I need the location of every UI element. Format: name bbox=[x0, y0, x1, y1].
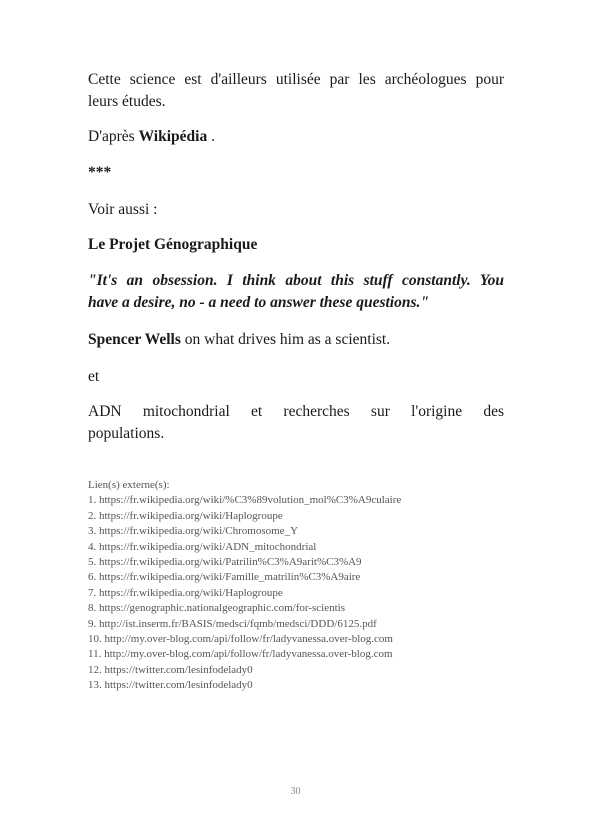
paragraph-archeology-line2: leurs études. bbox=[88, 93, 166, 110]
separator: *** bbox=[88, 164, 112, 181]
link-item[interactable]: 4. https://fr.wikipedia.org/wiki/ADN_mitochondrial bbox=[88, 540, 317, 553]
source-prefix: D'après bbox=[88, 128, 139, 145]
attribution-text: on what drives him as a scientist. bbox=[180, 331, 391, 348]
external-links bbox=[88, 478, 528, 694]
adn-link-line2[interactable]: populations. bbox=[88, 425, 165, 442]
link-item[interactable]: 12. https://twitter.com/lesinfodelady0 bbox=[88, 663, 253, 676]
attribution-name: Spencer Wells bbox=[88, 331, 181, 348]
link-item[interactable]: 1. https://fr.wikipedia.org/wiki/%C3%89volution_mol%C3%A9culaire bbox=[88, 494, 402, 507]
link-item[interactable]: 8. https://genographic.nationalgeographic.com/for-scientis bbox=[88, 602, 345, 615]
see-also-label: Voir aussi : bbox=[88, 201, 158, 218]
page-number: 30 bbox=[290, 786, 301, 797]
link-item[interactable]: 2. https://fr.wikipedia.org/wiki/Haplogroupe bbox=[88, 509, 283, 522]
link-item[interactable]: 6. https://fr.wikipedia.org/wiki/Famille_matrilin%C3%A9aire bbox=[88, 571, 361, 584]
source-suffix: . bbox=[207, 128, 215, 145]
link-item[interactable]: 11. http://my.over-blog.com/api/follow/fr/ladyvanessa.over-blog.com bbox=[88, 648, 393, 661]
project-title-link[interactable]: Le Projet Génographique bbox=[88, 236, 258, 253]
link-item[interactable]: 5. https://fr.wikipedia.org/wiki/Patrilin%C3%A9arit%C3%A9 bbox=[88, 556, 362, 569]
quote-attribution bbox=[88, 329, 504, 351]
source-link-wikipedia[interactable]: Wikipédia bbox=[138, 128, 208, 145]
paragraph-archeology-line1: Cette science est d'ailleurs utilisée par les archéologues pour bbox=[88, 71, 504, 88]
link-item[interactable]: 9. http://ist.inserm.fr/BASIS/medsci/fqmb/medsci/DDD/6125.pdf bbox=[88, 617, 377, 630]
link-item[interactable]: 13. https://twitter.com/lesinfodelady0 bbox=[88, 679, 253, 692]
link-item[interactable]: 3. https://fr.wikipedia.org/wiki/Chromosome_Y bbox=[88, 525, 299, 538]
link-item[interactable]: 7. https://fr.wikipedia.org/wiki/Haplogroupe bbox=[88, 586, 283, 599]
external-links-heading: Lien(s) externe(s): bbox=[88, 479, 170, 491]
adn-link-line1[interactable]: ADN mitochondrial et recherches sur l'origine des bbox=[88, 403, 504, 420]
link-item[interactable]: 10. http://my.over-blog.com/api/follow/fr/ladyvanessa.over-blog.com bbox=[88, 633, 393, 646]
quote-line2: have a desire, no - a need to answer these questions." bbox=[88, 294, 429, 311]
conjunction-et: et bbox=[88, 368, 100, 385]
source-line bbox=[88, 126, 504, 148]
quote-line1: "It's an obsession. I think about this stuff constantly. You bbox=[88, 272, 504, 289]
